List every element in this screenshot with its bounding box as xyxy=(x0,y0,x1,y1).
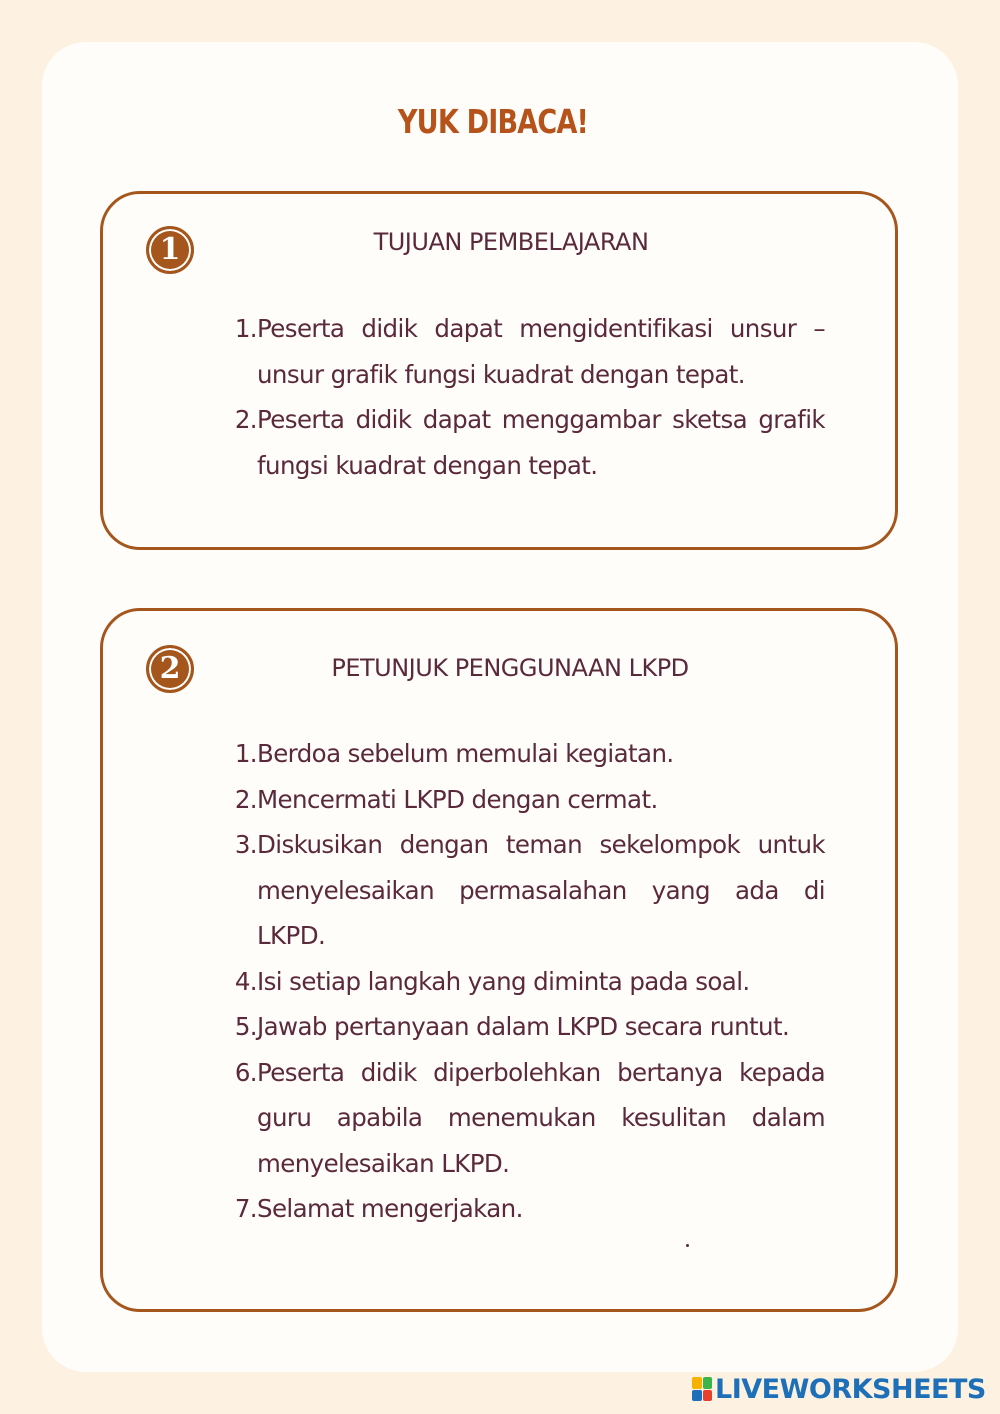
list-item xyxy=(229,777,825,823)
section-heading: PETUNJUK PENGGUNAAN LKPD xyxy=(331,654,689,682)
item-number: 1. xyxy=(234,314,257,343)
list-item xyxy=(229,1050,825,1187)
liveworksheets-logo-icon xyxy=(692,1377,712,1401)
item-text: Peserta didik dapat menggambar sketsa grafik fungsi kuadrat dengan tepat. xyxy=(257,405,825,480)
item-number: 4. xyxy=(234,966,257,996)
item-text: Diskusikan dengan teman sekelompok untuk menyelesaikan permasalahan yang ada di LKPD. xyxy=(257,830,825,950)
brand-name: LIVEWORKSHEETS xyxy=(715,1373,986,1405)
item-text: Peserta didik diperbolehkan bertanya kepada guru apabila menemukan kesulitan dalam menyelesaikan LKPD. xyxy=(257,1057,825,1178)
logo-square xyxy=(703,1377,713,1389)
number-badge-1: 1 xyxy=(146,226,194,274)
list-item xyxy=(229,1004,825,1050)
item-text: Selamat mengerjakan. xyxy=(257,1194,523,1223)
page-title: YUK DIBACA! xyxy=(397,102,589,141)
instructions-list xyxy=(229,731,825,1232)
list-item xyxy=(229,306,825,397)
item-number: 5. xyxy=(234,1012,257,1041)
item-text: Jawab pertanyaan dalam LKPD secara runtut. xyxy=(257,1012,790,1041)
list-item xyxy=(229,397,825,488)
item-number: 2. xyxy=(234,784,257,814)
objectives-list xyxy=(229,306,825,488)
section-heading: TUJUAN PEMBELAJARAN xyxy=(373,228,649,256)
liveworksheets-brand[interactable] xyxy=(692,1372,986,1406)
item-number: 7. xyxy=(234,1194,257,1223)
item-number: 2. xyxy=(234,405,257,434)
stray-dot xyxy=(686,1244,689,1247)
item-number: 3. xyxy=(234,830,257,859)
item-text: Mencermati LKPD dengan cermat. xyxy=(257,784,658,814)
list-item xyxy=(229,959,825,1005)
item-text: Isi setiap langkah yang diminta pada soal. xyxy=(257,966,750,996)
logo-square xyxy=(692,1390,702,1402)
logo-square xyxy=(703,1390,713,1402)
list-item xyxy=(229,822,825,959)
list-item xyxy=(229,1186,825,1232)
item-text: Berdoa sebelum memulai kegiatan. xyxy=(257,739,674,768)
list-item xyxy=(229,731,825,777)
item-number: 6. xyxy=(234,1057,257,1087)
item-number: 1. xyxy=(234,739,257,768)
item-text: Peserta didik dapat mengidentifikasi unsur – unsur grafik fungsi kuadrat dengan tepat. xyxy=(257,314,825,389)
logo-square xyxy=(692,1377,702,1389)
instructions-box xyxy=(100,608,898,1312)
learning-objectives-box xyxy=(100,191,898,550)
number-badge-2: 2 xyxy=(146,645,194,693)
